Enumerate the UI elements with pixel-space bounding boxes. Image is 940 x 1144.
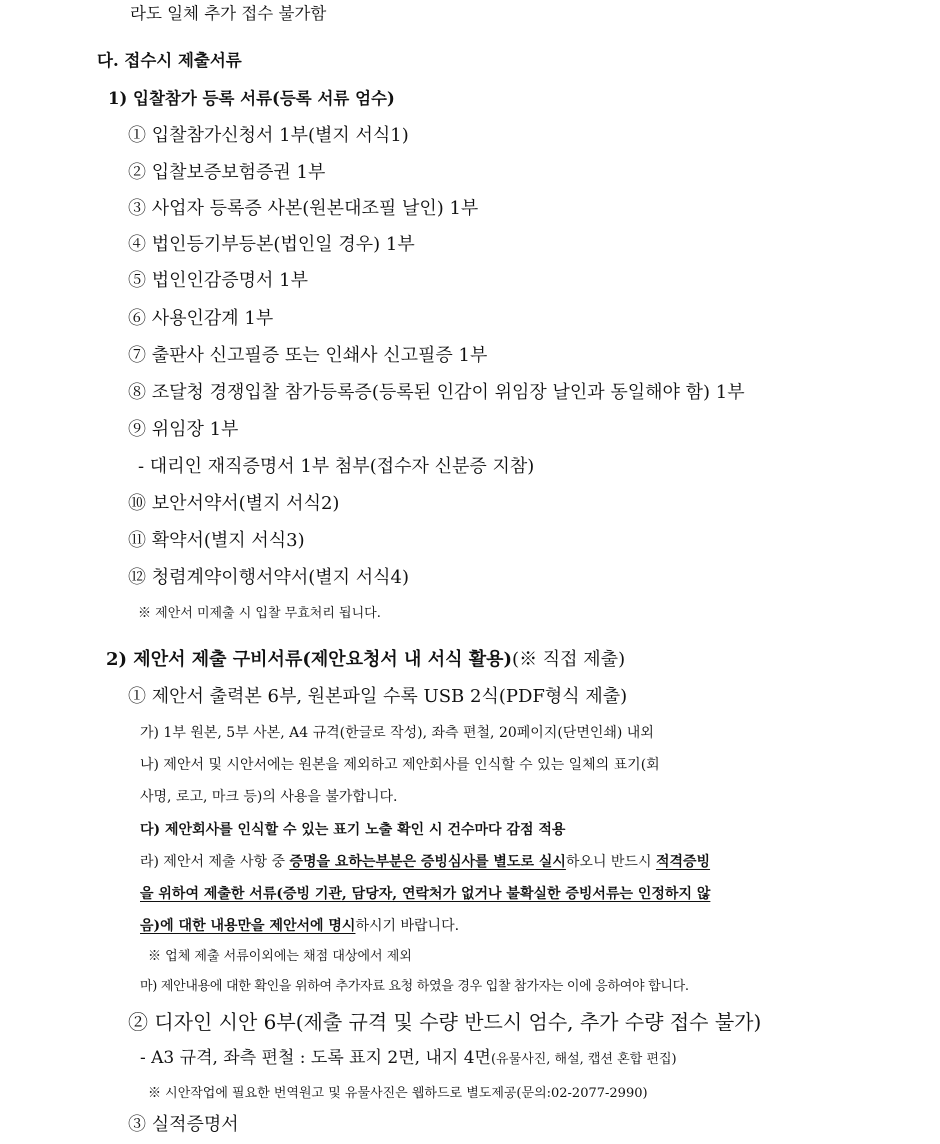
list-subitem: - 대리인 재직증명서 1부 첨부(접수자 신분증 지참) — [138, 456, 535, 477]
subsection-title-2-bold: 2) 제안서 제출 구비서류(제안요청서 내 서식 활용) — [106, 649, 513, 670]
ra-text: 하오니 반드시 — [565, 854, 656, 870]
list-item: ④ 법인등기부등본(법인일 경우) 1부 — [128, 234, 415, 255]
sub-point-ra-line2: 을 위하여 제출한 서류(증빙 기관, 담당자, 연락처가 없거나 불확실한 증빙서류는 인정하지 않 — [140, 886, 711, 902]
ra-emphasis: 적격증빙 — [655, 854, 711, 870]
sub-point-da: 다) 제안회사를 인식할 수 있는 표기 노출 확인 시 건수마다 감점 적용 — [140, 822, 566, 838]
sub-point-ra-line1 — [140, 855, 710, 869]
list-item: ⑨ 위임장 1부 — [128, 419, 239, 440]
subsection-title-2 — [106, 651, 625, 669]
sub-point-ma: 마) 제안내용에 대한 확인을 위하여 추가자료 요청 하였을 경우 입찰 참가자는 이에 응하여야 합니다. — [140, 979, 689, 994]
text-line-continuation: 라도 일체 추가 접수 불가함 — [130, 4, 327, 23]
list-item: ⑦ 출판사 신고필증 또는 인쇄사 신고필증 1부 — [128, 345, 488, 366]
list-item: ⑪ 확약서(별지 서식3) — [128, 530, 305, 551]
list-item: ③ 실적증명서 — [128, 1114, 239, 1135]
subsection-title-2-rest: (※ 직접 제출) — [512, 649, 626, 670]
list-item: ⑩ 보안서약서(별지 서식2) — [128, 493, 340, 514]
ra-text: 하시기 바랍니다. — [355, 918, 460, 934]
list-item: ⑤ 법인인감증명서 1부 — [128, 270, 308, 291]
list-item: ③ 사업자 등록증 사본(원본대조필 날인) 1부 — [128, 198, 479, 219]
list-item: ⑫ 청렴계약이행서약서(별지 서식4) — [128, 567, 409, 588]
sub-point-ga: 가) 1부 원본, 5부 사본, A4 규격(한글로 작성), 좌측 편철, 20페이지(단면인쇄) 내외 — [140, 725, 654, 741]
ra-emphasis: 음)에 대한 내용만을 제안서에 명시 — [140, 918, 356, 934]
note-text: ※ 시안작업에 필요한 번역원고 및 유물사진은 웹하드로 별도제공(문의:02-2077-2990) — [148, 1086, 648, 1101]
ra-text: 라) 제안서 제출 사항 중 — [140, 854, 290, 870]
list-item: ⑧ 조달청 경쟁입찰 참가등록증(등록된 인감이 위임장 날인과 동일해야 함) 1부 — [128, 382, 745, 403]
list-item: ① 제안서 출력본 6부, 원본파일 수록 USB 2식(PDF형식 제출) — [128, 686, 628, 707]
spec-detail: (유물사진, 해설, 캡션 혼합 편집) — [490, 1052, 677, 1067]
ra-emphasis: 증명을 요하는부분은 증빙심사를 별도로 실시 — [289, 854, 566, 870]
note-text: ※ 업체 제출 서류이외에는 채점 대상에서 제외 — [148, 949, 412, 964]
spec-main: - A3 규격, 좌측 편철 : 도록 표지 2면, 내지 4면 — [140, 1048, 491, 1068]
section-heading-da: 다. 접수시 제출서류 — [97, 51, 242, 70]
list-item: ① 입찰참가신청서 1부(별지 서식1) — [128, 125, 409, 146]
sub-point-na-line2: 사명, 로고, 마크 등)의 사용을 불가합니다. — [140, 789, 398, 805]
list-item: ② 디자인 시안 6부(제출 규격 및 수량 반드시 엄수, 추가 수량 접수 불가) — [128, 1010, 762, 1034]
sub-point-na-line1: 나) 제안서 및 시안서에는 원본을 제외하고 제안회사를 인식할 수 있는 일체의 표기(회 — [140, 757, 660, 773]
sub-point-ra-line3 — [140, 919, 459, 933]
subsection-title-1: 1) 입찰참가 등록 서류(등록 서류 엄수) — [108, 89, 395, 108]
list-item: ② 입찰보증보험증권 1부 — [128, 162, 326, 183]
spec-line — [140, 1050, 677, 1067]
list-item: ⑥ 사용인감계 1부 — [128, 308, 274, 329]
note-text: ※ 제안서 미제출 시 입찰 무효처리 됩니다. — [138, 606, 381, 621]
